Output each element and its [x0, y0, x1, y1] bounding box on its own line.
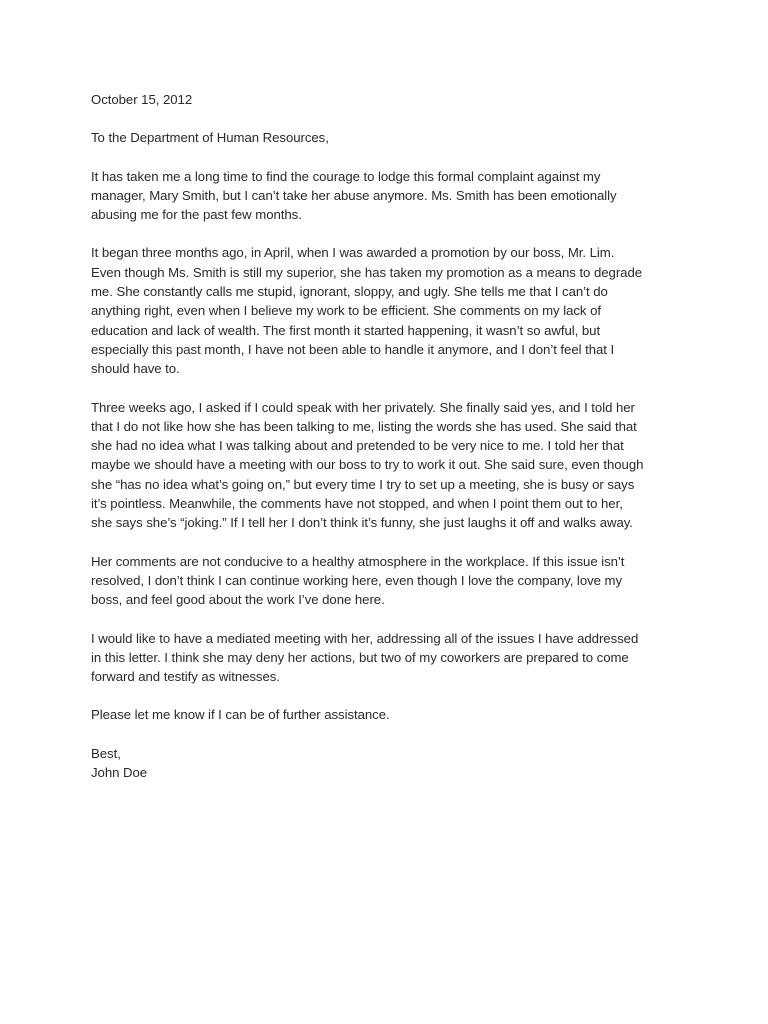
- paragraph-line: Three weeks ago, I asked if I could speak with her privately. She finally said yes, and I told her: [91, 399, 635, 415]
- paragraph-line: Please let me know if I can be of further assistance.: [91, 707, 390, 723]
- paragraph-line: It began three months ago, in April, when I was awarded a promotion by our boss, Mr. Lim.: [91, 245, 615, 261]
- paragraph-line: boss, and feel good about the work I’ve done here.: [91, 592, 385, 608]
- letter-date: October 15, 2012: [91, 92, 193, 107]
- paragraph-line: abusing me for the past few months.: [91, 207, 302, 223]
- letter-signature: John Doe: [91, 765, 148, 781]
- paragraph-line: should have to.: [91, 361, 180, 377]
- letter-paragraph-4: [91, 552, 691, 610]
- paragraph-line: me. She constantly calls me stupid, ignorant, sloppy, and ugly. She tells me that I can’t do: [91, 284, 608, 300]
- paragraph-line: Her comments are not conducive to a healthy atmosphere in the workplace. If this issue isn’t: [91, 553, 625, 569]
- paragraph-line: education and lack of wealth. The first month it started happening, it wasn’t so awful, but: [91, 322, 601, 338]
- paragraph-line: she had no idea what I was talking about and pretended to be very nice to me. I told her that: [91, 438, 624, 454]
- letter-salutation: To the Department of Human Resources,: [91, 130, 329, 146]
- paragraph-line: especially this past month, I have not been able to handle it anymore, and I don’t feel that I: [91, 341, 615, 357]
- paragraph-line: I would like to have a mediated meeting with her, addressing all of the issues I have addressed: [91, 630, 639, 646]
- paragraph-line: manager, Mary Smith, but I can’t take her abuse anymore. Ms. Smith has been emotionally: [91, 187, 617, 203]
- letter-paragraph-1: [91, 167, 691, 225]
- letter-closing: Best,: [91, 745, 121, 761]
- paragraph-line: she “has no idea what’s going on,” but every time I try to set up a meeting, she is busy or says: [91, 476, 635, 492]
- letter-paragraph-3: [91, 398, 691, 533]
- letter-paragraph-6: [91, 705, 691, 724]
- complaint-letter: [91, 90, 691, 782]
- paragraph-line: Even though Ms. Smith is still my superior, she has taken my promotion as a means to degrade: [91, 264, 643, 280]
- paragraph-line: in this letter. I think she may deny her actions, but two of my coworkers are prepared to come: [91, 649, 629, 665]
- paragraph-line: It has taken me a long time to find the courage to lodge this formal complaint against my: [91, 168, 601, 184]
- letter-paragraph-5: [91, 629, 691, 687]
- paragraph-line: resolved, I don’t think I can continue working here, even though I love the company, love my: [91, 572, 623, 588]
- paragraph-line: she says she’s “joking.” If I tell her I don’t think it’s funny, she just laughs it off and walks away.: [91, 515, 633, 531]
- paragraph-line: that I do not like how she has been talking to me, listing the words she has used. She said that: [91, 418, 637, 434]
- paragraph-line: anything right, even when I believe my work to be efficient. She comments on my lack of: [91, 303, 601, 319]
- letter-paragraph-2: [91, 243, 691, 378]
- paragraph-line: forward and testify as witnesses.: [91, 669, 280, 685]
- paragraph-line: it’s pointless. Meanwhile, the comments have not stopped, and when I point them out to her,: [91, 496, 623, 512]
- paragraph-line: maybe we should have a meeting with our boss to try to work it out. She said sure, even though: [91, 457, 644, 473]
